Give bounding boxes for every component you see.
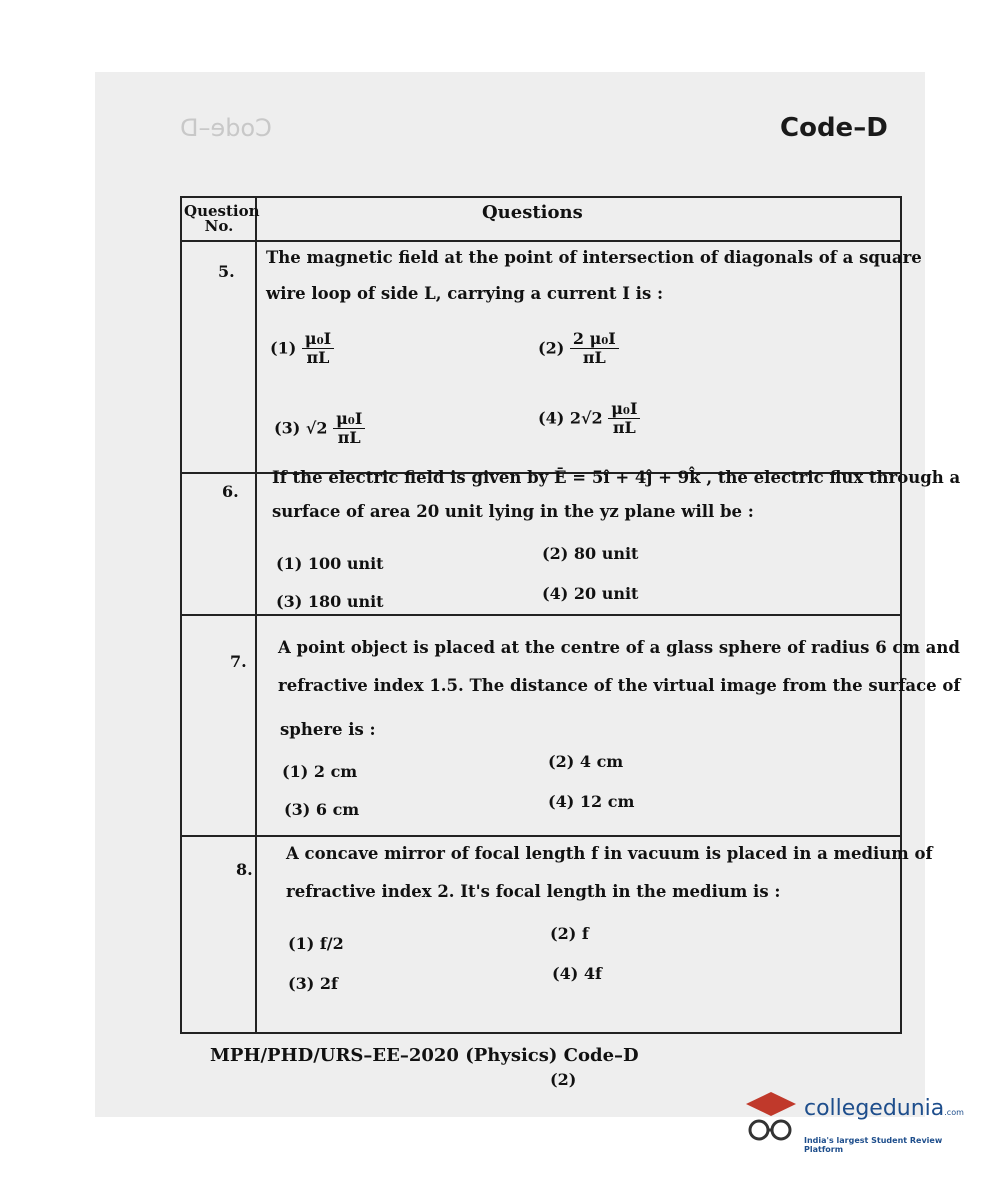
mascot-icon [742,1088,800,1158]
question-text: The magnetic field at the point of intersection of diagonals of a square [266,248,922,267]
logo-suffix: .com [944,1108,964,1117]
option-text: 12 cm [579,792,635,811]
question-number: 5. [218,262,235,281]
denominator: πL [582,348,606,368]
option-1 [288,934,344,953]
option-label: (3) [274,418,301,438]
option-text: f/2 [319,934,344,953]
fraction [608,400,640,438]
collegedunia-logo [742,1088,982,1168]
option-3 [274,410,365,448]
page-number: (2) [550,1070,577,1089]
option-2 [542,544,638,563]
column-header-question-no [184,202,260,235]
fraction [333,410,365,448]
option-3 [284,800,359,819]
glasses-icon [750,1121,768,1139]
option-label: (2) [538,338,565,358]
option-prefix: √2 [305,418,328,438]
option-label: (1) [276,554,303,573]
column-header-questions: Questions [482,202,583,223]
option-4 [552,964,602,983]
option-label: (2) [542,544,569,563]
denominator: πL [306,348,330,368]
numerator: μ₀I [302,330,334,349]
option-text: f [581,924,589,943]
option-text: 2f [319,974,338,993]
option-1 [276,554,384,573]
fraction [570,330,619,368]
logo-name: collegedunia [804,1096,945,1121]
option-2 [538,330,619,368]
option-label: (3) [276,592,303,611]
fraction [302,330,334,368]
option-prefix: 2√2 [569,408,603,428]
question-text: If the electric field is given by Ē = 5î + 4ĵ + 9k̂ , the electric flux through a [272,468,961,487]
question-number: 8. [236,860,253,879]
option-text: 180 unit [307,592,384,611]
denominator: πL [337,428,361,448]
option-text: 20 unit [573,584,639,603]
question-text: sphere is : [280,720,376,739]
option-2 [548,752,623,771]
denominator: πL [612,418,636,438]
option-label: (3) [284,800,311,819]
question-text: A point object is placed at the centre of a glass sphere of radius 6 cm and [278,638,960,657]
option-label: (3) [288,974,315,993]
glasses-icon [772,1121,790,1139]
question-number: 7. [230,652,247,671]
header-text: No. [204,217,234,235]
logo-tagline: India's largest Student Review Platform [804,1136,943,1154]
numerator: μ₀I [333,410,365,429]
option-text: 2 cm [313,762,358,781]
header-divider [182,240,900,242]
question-text: A concave mirror of focal length f in vacuum is placed in a medium of [286,844,933,863]
option-text: 100 unit [307,554,384,573]
question-number: 6. [222,482,239,501]
option-4 [542,584,638,603]
logo-wordmark [804,1096,964,1121]
row-divider [182,614,900,616]
cap-icon [746,1092,796,1116]
option-4 [538,400,640,438]
paper-footer: MPH/PHD/URS–EE–2020 (Physics) Code–D [210,1045,639,1066]
question-text: wire loop of side L, carrying a current I is : [266,284,664,303]
option-3 [276,592,384,611]
option-1 [270,330,334,368]
header-text: Question [184,202,260,220]
option-text: 6 cm [315,800,360,819]
option-1 [282,762,357,781]
option-2 [550,924,589,943]
option-3 [288,974,338,993]
bleed-through-code: Code–D [180,114,272,142]
question-text: refractive index 2. It's focal length in the medium is : [286,882,781,901]
question-text: refractive index 1.5. The distance of the virtual image from the surface of [278,676,961,695]
option-label: (1) [288,934,315,953]
option-label: (1) [282,762,309,781]
option-text: 4 cm [579,752,624,771]
option-label: (4) [552,964,579,983]
option-label: (1) [270,338,297,358]
option-label: (2) [550,924,577,943]
option-text: 80 unit [573,544,639,563]
row-divider [182,835,900,837]
question-text: surface of area 20 unit lying in the yz plane will be : [272,502,754,521]
option-label: (4) [542,584,569,603]
questions-table [180,196,961,1034]
option-label: (2) [548,752,575,771]
page-code: Code–D [780,113,888,143]
numerator: μ₀I [608,400,640,419]
option-4 [548,792,634,811]
option-text: 4f [583,964,602,983]
numerator: 2 μ₀I [570,330,619,349]
option-label: (4) [548,792,575,811]
option-label: (4) [538,408,565,428]
